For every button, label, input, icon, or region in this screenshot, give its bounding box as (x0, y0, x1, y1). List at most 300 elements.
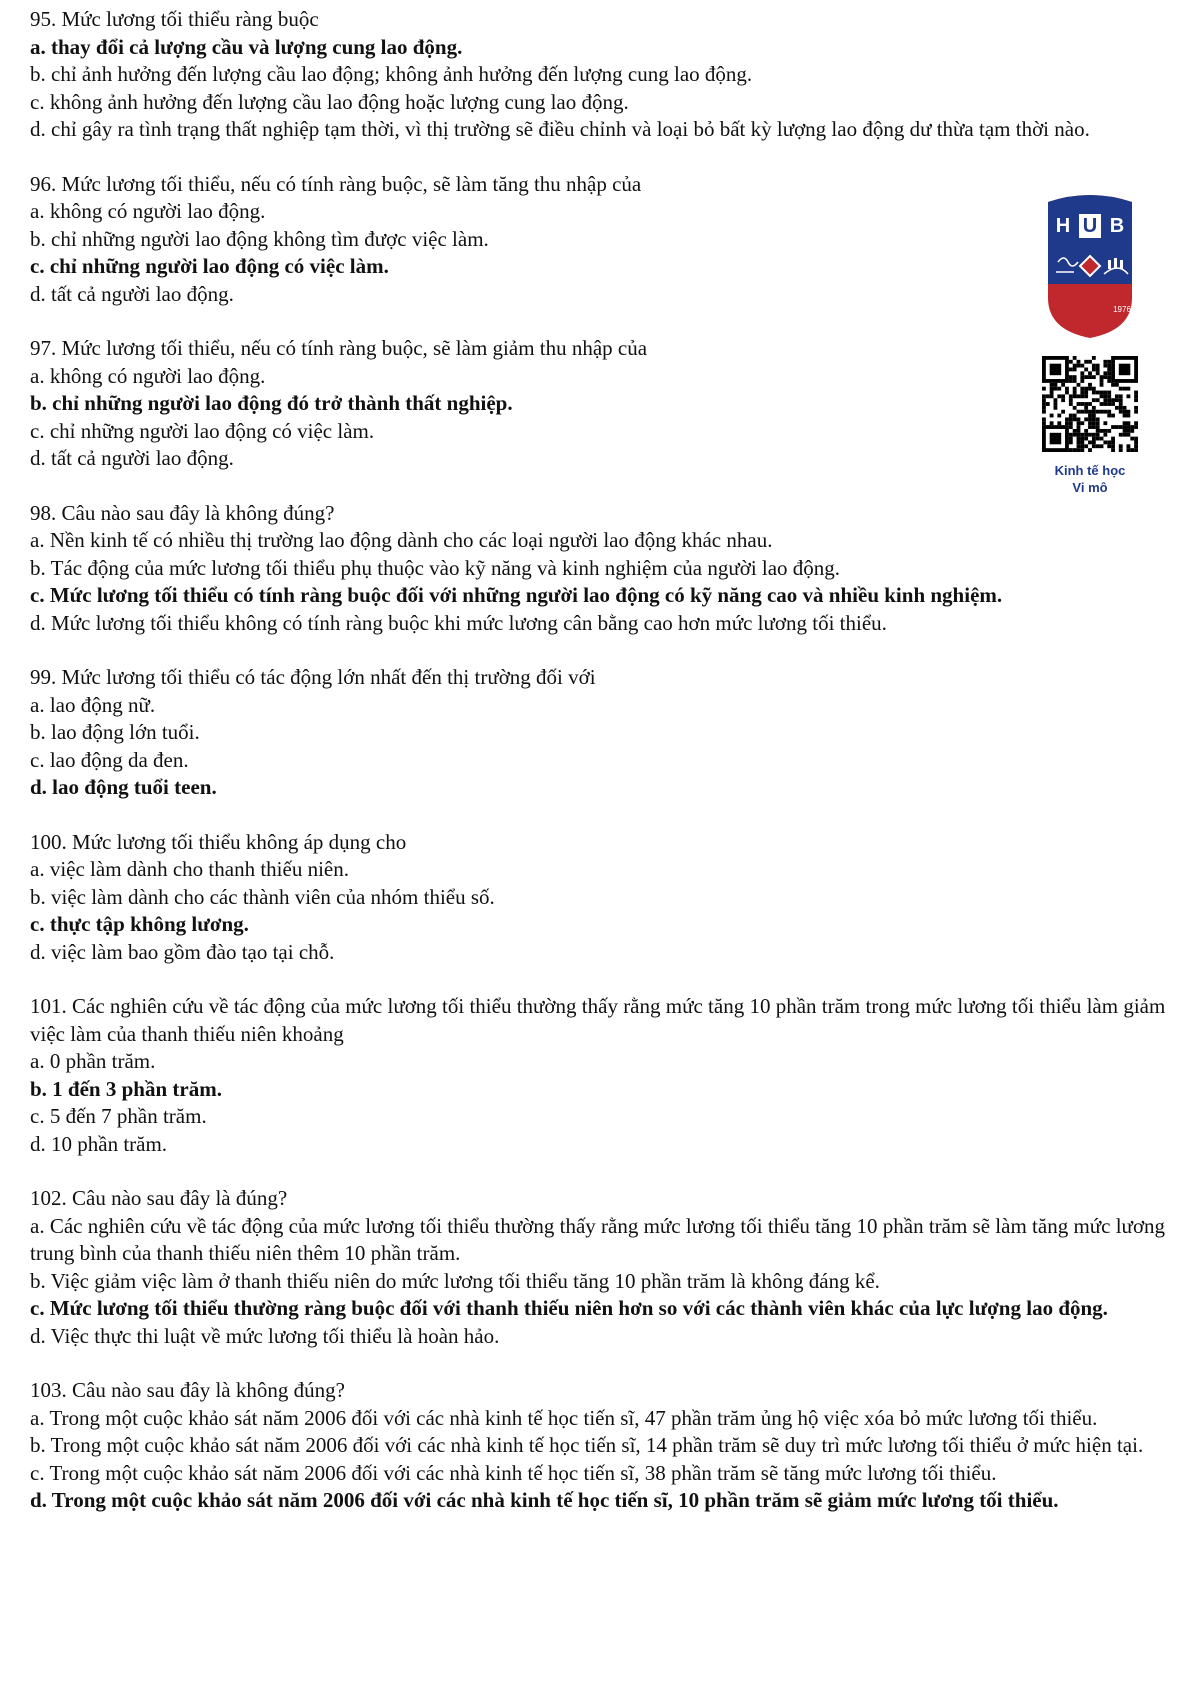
qr-module (1100, 437, 1104, 441)
qr-module (1123, 425, 1127, 429)
qr-module (1123, 414, 1127, 418)
question-text: 98. Câu nào sau đây là không đúng? (30, 500, 335, 525)
question-text: 103. Câu nào sau đây là không đúng? (30, 1378, 345, 1402)
qr-module (1069, 375, 1073, 379)
qr-module (1054, 383, 1058, 387)
qr-module (1103, 375, 1107, 379)
qr-module (1119, 444, 1123, 448)
qr-module (1092, 364, 1096, 368)
qr-module (1092, 406, 1096, 410)
qr-module (1080, 448, 1084, 452)
qr-module (1096, 371, 1100, 375)
qr-module (1042, 394, 1046, 398)
logo-letter-h: H (1055, 215, 1071, 237)
qr-module (1111, 414, 1115, 418)
qr-module (1126, 387, 1130, 391)
qr-module (1088, 410, 1092, 414)
option-a: a. 0 phần trăm. (30, 1049, 156, 1073)
qr-module (1103, 410, 1107, 414)
qr-module (1042, 410, 1046, 414)
qr-module (1092, 440, 1096, 444)
qr-module (1096, 368, 1100, 372)
qr-module (1134, 398, 1138, 402)
qr-module (1080, 444, 1084, 448)
qr-module (1111, 398, 1115, 402)
qr-module (1088, 360, 1092, 364)
qr-module (1050, 387, 1054, 391)
qr-module (1054, 406, 1058, 410)
qr-module (1130, 425, 1134, 429)
qr-module (1096, 429, 1100, 433)
qr-module (1096, 421, 1100, 425)
qr-module (1054, 398, 1058, 402)
qr-module (1069, 433, 1073, 437)
qr-module (1123, 406, 1127, 410)
option-b: b. 1 đến 3 phần trăm. (30, 1076, 222, 1101)
option-c: c. chỉ những người lao động có việc làm. (30, 254, 389, 278)
qr-module (1092, 421, 1096, 425)
option-c: c. Trong một cuộc khảo sát năm 2006 đối với các nhà kinh tế học tiến sĩ, 38 phần trăm sẽ tăng mức lương tối thiểu. (30, 1460, 997, 1485)
option-c: c. không ảnh hưởng đến lượng cầu lao động hoặc lượng cung lao động. (30, 89, 629, 114)
qr-module (1119, 425, 1123, 429)
qr-module (1073, 379, 1077, 383)
question-text: 99. Mức lương tối thiểu có tác động lớn nhất đến thị trường đối với (30, 665, 596, 689)
qr-module (1126, 433, 1130, 437)
qr-module (1073, 356, 1077, 360)
question-96 (30, 171, 1170, 309)
qr-module (1103, 440, 1107, 444)
qr-module (1107, 402, 1111, 406)
qr-module (1057, 394, 1061, 398)
option-b: b. chỉ những người lao động không tìm được việc làm. (30, 226, 489, 251)
qr-module (1088, 414, 1092, 418)
qr-module (1119, 410, 1123, 414)
option-a: a. không có người lao động. (30, 199, 266, 223)
qr-module (1096, 417, 1100, 421)
question-98 (30, 500, 1170, 638)
question-95 (30, 6, 1170, 144)
qr-module (1069, 421, 1073, 425)
qr-module (1107, 398, 1111, 402)
qr-module (1130, 448, 1134, 452)
qr-module (1126, 429, 1130, 433)
qr-module (1077, 437, 1081, 441)
qr-module (1096, 433, 1100, 437)
qr-module (1080, 379, 1084, 383)
qr-module (1050, 421, 1054, 425)
qr-module (1107, 444, 1111, 448)
qr-module (1103, 421, 1107, 425)
qr-module (1088, 417, 1092, 421)
qr-module (1057, 387, 1061, 391)
option-a: a. thay đổi cả lượng cầu và lượng cung lao động. (30, 34, 463, 59)
qr-module (1107, 391, 1111, 395)
qr-module (1065, 417, 1069, 421)
qr-module (1084, 417, 1088, 421)
qr-module (1065, 387, 1069, 391)
qr-module (1050, 414, 1054, 418)
qr-module (1084, 410, 1088, 414)
question-97 (30, 335, 1170, 473)
qr-module (1084, 406, 1088, 410)
qr-module (1103, 429, 1107, 433)
qr-module (1111, 440, 1115, 444)
qr-module (1061, 383, 1065, 387)
qr-module (1080, 391, 1084, 395)
qr-module (1069, 448, 1073, 452)
option-b: b. lao động lớn tuổi. (30, 720, 200, 744)
logo-bar-1 (1108, 260, 1111, 269)
qr-module (1107, 371, 1111, 375)
qr-module (1111, 383, 1115, 387)
question-103 (30, 1377, 1170, 1515)
logo-letter-u: U (1082, 215, 1098, 237)
qr-module (1134, 448, 1138, 452)
qr-module (1092, 437, 1096, 441)
qr-module (1061, 398, 1065, 402)
qr-module (1069, 360, 1073, 364)
qr-module (1061, 394, 1065, 398)
qr-module (1080, 402, 1084, 406)
qr-module (1126, 414, 1130, 418)
qr-module (1130, 437, 1134, 441)
qr-module (1092, 375, 1096, 379)
question-101 (30, 993, 1170, 1158)
qr-module (1054, 387, 1058, 391)
qr-module (1077, 402, 1081, 406)
qr-module (1111, 425, 1115, 429)
qr-module (1119, 433, 1123, 437)
question-100 (30, 829, 1170, 967)
qr-module (1107, 414, 1111, 418)
qr-module (1073, 429, 1077, 433)
qr-module (1134, 421, 1138, 425)
qr-module (1092, 417, 1096, 421)
qr-module (1100, 429, 1104, 433)
qr-module (1119, 398, 1123, 402)
qr-module (1084, 375, 1088, 379)
qr-module (1077, 429, 1081, 433)
qr-finder-inner (1119, 364, 1131, 376)
option-d: d. 10 phần trăm. (30, 1131, 168, 1156)
option-d: d. tất cả người lao động. (30, 446, 234, 470)
qr-module (1100, 394, 1104, 398)
qr-module (1107, 429, 1111, 433)
qr-module (1080, 433, 1084, 437)
option-b: b. Việc giảm việc làm ở thanh thiếu niên do mức lương tối thiểu tăng 10 phần trăm là không đáng kể. (30, 1268, 880, 1293)
option-b: b. Tác động của mức lương tối thiểu phụ thuộc vào kỹ năng và kinh nghiệm của người lao động. (30, 555, 841, 580)
qr-module (1096, 410, 1100, 414)
qr-module (1084, 368, 1088, 372)
qr-module (1077, 417, 1081, 421)
qr-module (1088, 375, 1092, 379)
qr-module (1096, 425, 1100, 429)
qr-module (1069, 414, 1073, 418)
qr-module (1119, 406, 1123, 410)
qr-module (1123, 421, 1127, 425)
qr-module (1126, 421, 1130, 425)
logo-letter-b: B (1109, 215, 1125, 237)
qr-module (1088, 371, 1092, 375)
qr-module (1092, 387, 1096, 391)
qr-module (1077, 383, 1081, 387)
qr-module (1042, 406, 1046, 410)
qr-module (1134, 391, 1138, 395)
qr-module (1077, 360, 1081, 364)
option-a: a. Nền kinh tế có nhiều thị trường lao động dành cho các loại người lao động khác nhau. (30, 528, 773, 552)
qr-module (1130, 429, 1134, 433)
qr-module (1107, 375, 1111, 379)
logo-caption-line1: Kinh tế học (1054, 463, 1126, 478)
qr-module (1069, 379, 1073, 383)
qr-module (1042, 398, 1046, 402)
qr-module (1069, 368, 1073, 372)
qr-module (1080, 387, 1084, 391)
option-b: b. Trong một cuộc khảo sát năm 2006 đối với các nhà kinh tế học tiến sĩ, 14 phần trăm sẽ duy trì mức lương tối thiểu ở mức hiện tại. (30, 1433, 1144, 1457)
question-text: 101. Các nghiên cứu về tác động của mức lương tối thiểu thường thấy rằng mức tăng 10 phần trăm trong mức lương tối thiểu làm giảm việc làm của thanh thiếu niên khoảng (30, 994, 1166, 1046)
qr-module (1123, 387, 1127, 391)
qr-module (1126, 425, 1130, 429)
qr-module (1115, 383, 1119, 387)
qr-module (1080, 410, 1084, 414)
qr-module (1115, 406, 1119, 410)
qr-module (1073, 433, 1077, 437)
qr-module (1073, 387, 1077, 391)
qr-module (1084, 387, 1088, 391)
option-c: c. Mức lương tối thiểu thường ràng buộc đối với thanh thiếu niên hơn so với các thành viên khác của lực lượng lao động. (30, 1296, 1108, 1320)
qr-module (1069, 398, 1073, 402)
qr-module (1042, 387, 1046, 391)
qr-module (1092, 398, 1096, 402)
qr-module (1073, 375, 1077, 379)
qr-module (1084, 402, 1088, 406)
qr-module (1084, 394, 1088, 398)
qr-module (1073, 391, 1077, 395)
qr-module (1057, 421, 1061, 425)
qr-module (1134, 410, 1138, 414)
qr-module (1050, 383, 1054, 387)
option-c: c. lao động da đen. (30, 747, 189, 772)
qr-module (1084, 429, 1088, 433)
qr-module (1107, 360, 1111, 364)
qr-module (1134, 406, 1138, 410)
qr-module (1084, 433, 1088, 437)
qr-module (1080, 375, 1084, 379)
hub-shield-logo (1042, 190, 1138, 340)
qr-module (1100, 391, 1104, 395)
qr-module (1134, 394, 1138, 398)
qr-module (1119, 394, 1123, 398)
qr-module (1092, 433, 1096, 437)
qr-module (1057, 414, 1061, 418)
hub-logo-block (1030, 190, 1150, 496)
qr-module (1077, 433, 1081, 437)
qr-module (1119, 402, 1123, 406)
qr-module (1069, 417, 1073, 421)
qr-module (1080, 421, 1084, 425)
qr-module (1077, 425, 1081, 429)
qr-module (1077, 444, 1081, 448)
qr-module (1115, 398, 1119, 402)
qr-module (1100, 375, 1104, 379)
option-a: a. lao động nữ. (30, 692, 156, 717)
qr-module (1134, 437, 1138, 441)
qr-module (1073, 417, 1077, 421)
qr-module (1088, 440, 1092, 444)
qr-module (1103, 371, 1107, 375)
qr-module (1111, 448, 1115, 452)
qr-module (1126, 444, 1130, 448)
question-text: 96. Mức lương tối thiểu, nếu có tính ràng buộc, sẽ làm tăng thu nhập của (30, 171, 642, 196)
qr-module (1100, 410, 1104, 414)
qr-finder-inner (1050, 364, 1062, 376)
qr-module (1088, 387, 1092, 391)
qr-module (1050, 394, 1054, 398)
qr-module (1107, 440, 1111, 444)
option-d: d. Trong một cuộc khảo sát năm 2006 đối với các nhà kinh tế học tiến sĩ, 10 phần trăm sẽ giảm mức lương tối thiểu. (30, 1488, 1059, 1512)
question-text: 95. Mức lương tối thiểu ràng buộc (30, 7, 319, 31)
qr-module (1069, 402, 1073, 406)
qr-module (1077, 410, 1081, 414)
qr-module (1107, 379, 1111, 383)
qr-module (1096, 398, 1100, 402)
qr-module (1088, 448, 1092, 452)
option-d: d. chỉ gây ra tình trạng thất nghiệp tạm thời, vì thị trường sẽ điều chỉnh và loại bỏ bất kỳ lượng lao động dư thừa tạm thời nào. (30, 117, 1090, 141)
qr-module (1123, 410, 1127, 414)
option-d: d. lao động tuổi teen. (30, 775, 217, 799)
qr-module (1077, 448, 1081, 452)
option-a: a. Trong một cuộc khảo sát năm 2006 đối với các nhà kinh tế học tiến sĩ, 47 phần trăm ủng hộ việc xóa bỏ mức lương tối thiểu. (30, 1405, 1098, 1430)
qr-module (1042, 402, 1046, 406)
qr-module (1123, 433, 1127, 437)
logo-year: 1976 (1113, 305, 1131, 314)
qr-module (1103, 394, 1107, 398)
option-b: b. chỉ ảnh hưởng đến lượng cầu lao động; không ảnh hưởng đến lượng cung lao động. (30, 62, 753, 86)
qr-module (1073, 448, 1077, 452)
option-c: c. Mức lương tối thiểu có tính ràng buộc đối với những người lao động có kỹ năng cao và nhiều kinh nghiệm. (30, 583, 1003, 607)
qr-module (1100, 402, 1104, 406)
qr-module (1096, 364, 1100, 368)
qr-module (1103, 360, 1107, 364)
qr-module (1096, 444, 1100, 448)
qr-module (1103, 433, 1107, 437)
option-b: b. chỉ những người lao động đó trở thành thất nghiệp. (30, 391, 513, 415)
option-c: c. 5 đến 7 phần trăm. (30, 1104, 207, 1128)
qr-module (1092, 391, 1096, 395)
qr-module (1107, 364, 1111, 368)
question-text: 100. Mức lương tối thiểu không áp dụng cho (30, 829, 407, 854)
qr-module (1077, 421, 1081, 425)
qr-module (1050, 391, 1054, 395)
qr-module (1119, 448, 1123, 452)
qr-module (1092, 414, 1096, 418)
option-a: a. Các nghiên cứu về tác động của mức lương tối thiểu thường thấy rằng mức lương tối thiểu tăng 10 phần trăm sẽ làm tăng mức lương trung bình của thanh thiếu niên thêm 10 phần trăm. (30, 1213, 1166, 1265)
qr-module (1042, 421, 1046, 425)
qr-module (1077, 440, 1081, 444)
qr-module (1088, 433, 1092, 437)
qr-module (1134, 425, 1138, 429)
qr-module (1103, 391, 1107, 395)
qr-module (1088, 425, 1092, 429)
qr-module (1103, 364, 1107, 368)
document-page (30, 6, 1170, 1542)
qr-module (1084, 437, 1088, 441)
qr-module (1065, 391, 1069, 395)
question-102 (30, 1185, 1170, 1350)
option-d: d. tất cả người lao động. (30, 281, 234, 306)
qr-module (1088, 402, 1092, 406)
qr-module (1046, 402, 1050, 406)
qr-module (1115, 394, 1119, 398)
qr-module (1073, 394, 1077, 398)
option-d: d. Mức lương tối thiểu không có tính ràng buộc khi mức lương cân bằng cao hơn mức lương tối thiểu. (30, 610, 887, 635)
qr-module (1123, 429, 1127, 433)
qr-module (1111, 444, 1115, 448)
qr-module (1077, 394, 1081, 398)
qr-module (1103, 402, 1107, 406)
qr-module (1134, 444, 1138, 448)
qr-module (1054, 402, 1058, 406)
qr-module (1107, 394, 1111, 398)
qr-module (1103, 398, 1107, 402)
logo-caption-line2: Vi mô (1072, 480, 1108, 495)
qr-module (1111, 437, 1115, 441)
qr-module (1073, 368, 1077, 372)
qr-module (1088, 421, 1092, 425)
qr-module (1080, 394, 1084, 398)
option-c: c. thực tập không lương. (30, 912, 249, 936)
qr-module (1100, 444, 1104, 448)
qr-module (1046, 394, 1050, 398)
qr-module (1096, 437, 1100, 441)
qr-module (1088, 383, 1092, 387)
qr-module (1126, 410, 1130, 414)
qr-finder-inner (1050, 433, 1062, 445)
qr-module (1065, 421, 1069, 425)
qr-module (1119, 387, 1123, 391)
qr-module (1080, 437, 1084, 441)
qr-module (1080, 364, 1084, 368)
qr-module (1092, 425, 1096, 429)
qr-module (1107, 368, 1111, 372)
qr-module (1100, 379, 1104, 383)
qr-module (1084, 360, 1088, 364)
qr-module (1096, 391, 1100, 395)
qr-module (1115, 425, 1119, 429)
qr-code-icon (1042, 356, 1138, 452)
qr-module (1092, 444, 1096, 448)
logo-bar-3 (1120, 260, 1123, 269)
option-c: c. chỉ những người lao động có việc làm. (30, 418, 375, 443)
qr-module (1080, 371, 1084, 375)
qr-module (1073, 364, 1077, 368)
qr-module (1100, 383, 1104, 387)
option-b: b. việc làm dành cho các thành viên của nhóm thiểu số. (30, 884, 495, 909)
qr-module (1073, 414, 1077, 418)
option-d: d. Việc thực thi luật về mức lương tối thiểu là hoàn hảo. (30, 1323, 500, 1348)
qr-module (1134, 440, 1138, 444)
qr-module (1092, 410, 1096, 414)
qr-module (1069, 394, 1073, 398)
qr-module (1111, 402, 1115, 406)
qr-module (1080, 440, 1084, 444)
qr-module (1092, 356, 1096, 360)
question-99 (30, 664, 1170, 802)
qr-module (1084, 391, 1088, 395)
question-text: 97. Mức lương tối thiểu, nếu có tính ràng buộc, sẽ làm giảm thu nhập của (30, 336, 648, 360)
qr-module (1084, 444, 1088, 448)
option-a: a. không có người lao động. (30, 363, 266, 388)
